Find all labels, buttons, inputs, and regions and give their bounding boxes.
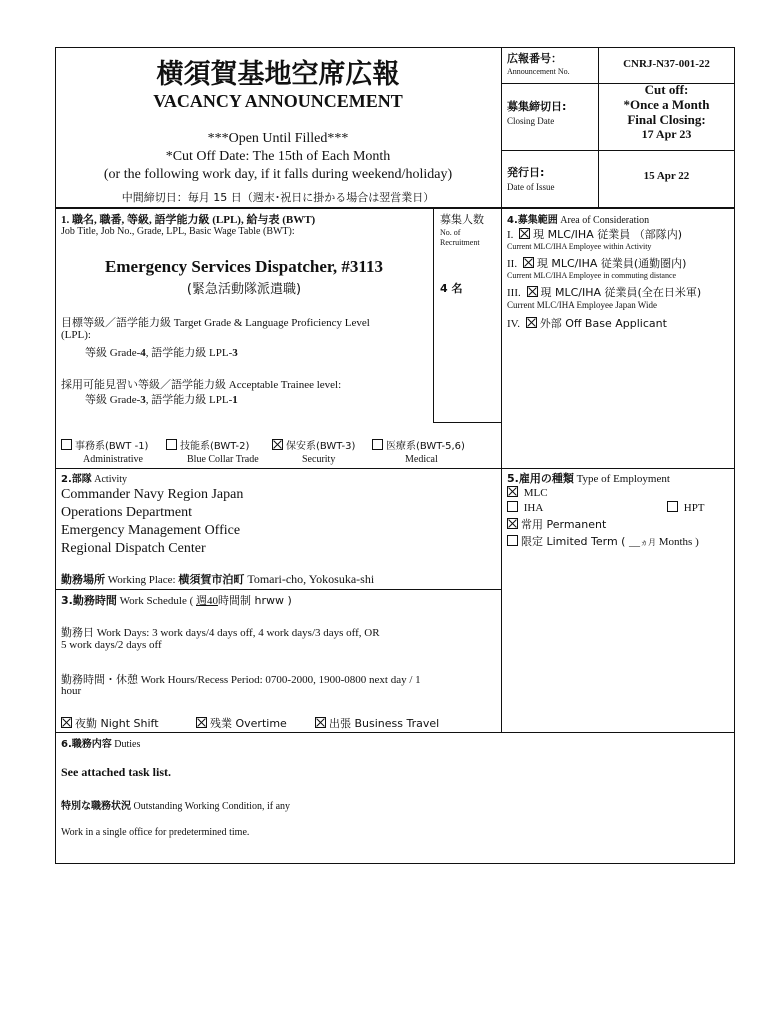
recruit-divider	[433, 208, 434, 422]
section2-heading: 2.部隊 Activity	[61, 474, 128, 485]
checkbox-permanent[interactable]	[507, 518, 518, 529]
checkbox-area-3[interactable]	[527, 286, 538, 297]
category-admin-en: Administrative	[83, 454, 143, 465]
checkbox-limited[interactable]	[507, 535, 518, 546]
checkbox-area-1[interactable]	[519, 228, 530, 239]
area-item-3-sub: Current MLC/IHA Employee Japan Wide	[507, 300, 657, 310]
category-medical[interactable]: 医療系(BWT-5,6)	[372, 437, 465, 452]
section3-heading: 3.勤務時間 Work Schedule ( 週40時間制 hrww )	[61, 594, 292, 607]
announcement-no-label: 広報番号： Announcement No.	[507, 52, 570, 76]
checkbox-admin[interactable]	[61, 439, 72, 450]
checkbox-security[interactable]	[272, 439, 283, 450]
divider	[55, 589, 502, 590]
divider	[501, 150, 735, 151]
cutoff-date: *Cut Off Date: The 15th of Each Month	[165, 149, 391, 164]
announcement-no-value: CNRJ-N37-001-22	[623, 58, 710, 70]
target-grade-value: 等級 Grade-4, 語学能力級 LPL-3	[85, 347, 238, 359]
area-item-4[interactable]: IV. 外部 Off Base Applicant	[507, 317, 667, 330]
area-item-1-sub: Current MLC/IHA Employee within Activity	[507, 242, 652, 251]
closing-date-label: 募集締切日: Closing Date	[507, 100, 567, 126]
page-title-jp: 横須賀基地空席広報	[156, 59, 400, 90]
checkbox-area-2[interactable]	[523, 257, 534, 268]
task-list-note: See attached task list.	[61, 765, 171, 779]
category-security[interactable]: 保安系(BWT-3)	[272, 437, 355, 452]
employment-hpt[interactable]: HPT	[667, 501, 705, 514]
working-condition-label: 特別な職務状況 Outstanding Working Condition, if any	[61, 801, 291, 812]
work-hours-cont: hour	[61, 685, 82, 697]
cutoff-jp: 中間締切日：毎月 15 日（週末･祝日に掛かる場合は翌営業日）	[121, 191, 435, 204]
section1-subheading: Job Title, Job No., Grade, LPL, Basic Wage Table (BWT):	[61, 226, 295, 237]
category-security-en: Security	[302, 454, 336, 465]
trainee-level-label: 採用可能見習い等級／語学能力級 Acceptable Trainee level:	[61, 379, 342, 391]
checkbox-iha[interactable]	[507, 501, 518, 512]
closing-date-value: Cut off: *Once a Month Final Closing: 17 Apr 23	[623, 82, 710, 141]
open-until-filled: ***Open Until Filled***	[207, 131, 349, 146]
category-admin[interactable]: 事務系(BWT -1)	[61, 437, 148, 452]
checkbox-hpt[interactable]	[667, 501, 678, 512]
checkbox-area-4[interactable]	[526, 317, 537, 328]
job-title: Emergency Services Dispatcher, #3113	[105, 257, 383, 276]
divider	[433, 422, 501, 423]
recruit-count: 4 名	[440, 282, 463, 295]
checkbox-night-shift[interactable]	[61, 717, 72, 728]
area-item-1[interactable]: I. 現 MLC/IHA 従業員 （部隊内)	[507, 228, 682, 241]
employment-permanent[interactable]: 常用 Permanent	[507, 516, 606, 532]
activity-line: Regional Dispatch Center	[61, 541, 206, 556]
checkbox-overtime[interactable]	[196, 717, 207, 728]
issue-date-value: 15 Apr 22	[643, 170, 690, 182]
employment-iha[interactable]: IHA	[507, 501, 543, 514]
section1-heading: 1. 職名, 職番, 等級, 語学能力級 (LPL), 給与表 (BWT)	[61, 214, 316, 226]
issue-date-label: 発行日: Date of Issue	[507, 166, 555, 192]
cutoff-note: (or the following work day, if it falls during weekend/holiday)	[103, 167, 453, 182]
target-grade-label-cont: (LPL):	[61, 329, 91, 341]
header-bottom-divider	[55, 207, 735, 209]
section6-heading: 6.職務内容 Duties	[61, 739, 141, 750]
work-hours: 勤務時間・休憩 Work Hours/Recess Period: 0700-2000, 1900-0800 next day / 1	[61, 674, 421, 686]
activity-line: Operations Department	[61, 505, 193, 520]
divider	[55, 732, 735, 733]
page-title: VACANCY ANNOUNCEMENT	[153, 91, 403, 111]
checkbox-blue-collar[interactable]	[166, 439, 177, 450]
night-shift[interactable]: 夜勤 Night Shift	[61, 715, 159, 731]
section5-heading: 5.雇用の種類 Type of Employment	[507, 472, 670, 485]
working-place: 勤務場所 Working Place: 横須賀市泊町 Tomari-cho, Yokosuka-shi	[61, 572, 375, 586]
recruit-label-jp: 募集人数	[440, 213, 484, 226]
overtime[interactable]: 残業 Overtime	[196, 715, 287, 731]
checkbox-business-travel[interactable]	[315, 717, 326, 728]
target-grade-label: 目標等級／語学能力級 Target Grade & Language Proficiency Level	[61, 317, 370, 329]
category-medical-en: Medical	[405, 454, 438, 465]
area-item-3[interactable]: III. 現 MLC/IHA 従業員(全在日米軍)	[507, 286, 702, 299]
working-condition-value: Work in a single office for predetermined time.	[61, 827, 250, 838]
activity-lines	[61, 486, 243, 558]
checkbox-medical[interactable]	[372, 439, 383, 450]
area-item-2[interactable]: II. 現 MLC/IHA 従業員(通勤圏内)	[507, 257, 687, 270]
employment-mlc[interactable]: MLC	[507, 486, 548, 499]
job-title-jp: (緊急活動隊派遣職)	[186, 282, 302, 297]
activity-line: Emergency Management Office	[61, 523, 241, 538]
employment-limited[interactable]: 限定 Limited Term ( __ヵ月 Months )	[507, 533, 699, 549]
divider	[55, 468, 735, 469]
area-item-2-sub: Current MLC/IHA Employee in commuting distance	[507, 271, 677, 280]
section4-heading: 4.募集範囲 Area of Consideration	[507, 215, 650, 226]
work-days: 勤務日 Work Days: 3 work days/4 days off, 4 work days/3 days off, OR	[61, 627, 380, 639]
recruit-label-en: No. of Recruitment	[440, 228, 480, 247]
category-blue-collar-en: Blue Collar Trade	[187, 454, 259, 465]
business-travel[interactable]: 出張 Business Travel	[315, 715, 439, 731]
activity-line: Commander Navy Region Japan	[61, 487, 244, 502]
work-days-cont: 5 work days/2 days off	[61, 639, 162, 651]
trainee-level-value: 等級 Grade-3, 語学能力級 LPL-1	[85, 394, 238, 406]
category-blue-collar[interactable]: 技能系(BWT-2)	[166, 437, 249, 452]
checkbox-mlc[interactable]	[507, 486, 518, 497]
